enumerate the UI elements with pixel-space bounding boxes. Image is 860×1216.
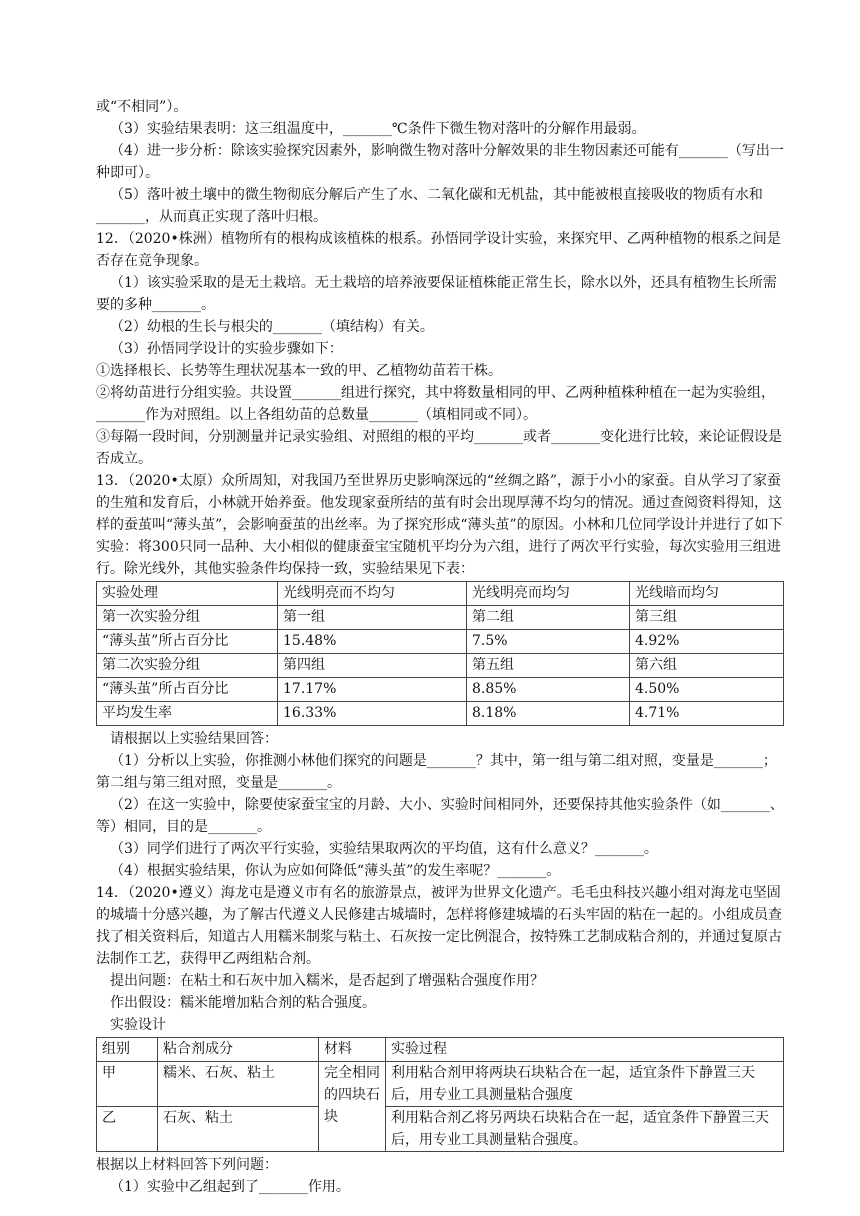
table-cell: 糯米、石灰、粘土	[158, 1062, 319, 1107]
question-13-item: 请根据以上实验结果回答：	[110, 731, 278, 747]
table-cell: 石灰、粘土	[158, 1107, 319, 1152]
table-cell: “薄头茧”所占百分比	[97, 630, 278, 654]
table-header-cell: 粘合剂成分	[158, 1038, 319, 1062]
table-cell: 光线暗而均匀	[630, 582, 784, 606]
table-header-cell: 材料	[319, 1038, 386, 1062]
table-cell: 利用粘合剂甲将两块石块粘合在一起，适宜条件下静置三天后，用专业工具测量粘合强度	[386, 1062, 784, 1107]
question-13-item: （1）分析以上实验，你推测小林他们探究的问题是_______？其中，第一组与第二组对照，变量是_______；第二组与第三组对照，变量是_______。	[96, 753, 777, 791]
adhesive-experiment-table	[96, 1037, 784, 1152]
table-cell: 8.85%	[467, 678, 630, 702]
table-row	[97, 1107, 784, 1152]
table-row	[97, 582, 784, 606]
question-13-item: （3）同学们进行了两次平行实验，实验结果取两次的平均值，这有什么意义？_______。	[110, 841, 658, 857]
table-cell: 实验处理	[97, 582, 278, 606]
question-13-item: （2）在这一实验中，除要使家蚕宝宝的月龄、大小、实验时间相同外，还要保持其他实验条件（如_______、等）相同，目的是_______。	[96, 797, 784, 835]
table-cell: 第一组	[278, 606, 467, 630]
table-cell: 第一次实验分组	[97, 606, 278, 630]
table-row	[97, 606, 784, 630]
question-14-item: （1）实验中乙组起到了_______作用。	[110, 1179, 350, 1195]
table-cell: 15.48%	[278, 630, 467, 654]
question-14-item: 实验设计	[110, 1017, 166, 1033]
question-12-item: ②将幼苗进行分组实验。共设置_______组进行探究，其中将数量相同的甲、乙两种植株种植在一起为实验组，_______作为对照组。以上各组幼苗的总数量_______（填相同或不同）。	[96, 385, 775, 423]
text-line: （3）实验结果表明：这三组温度中，_______℃条件下微生物对落叶的分解作用最弱。	[110, 121, 646, 137]
question-13-head: 13．（2020•太原）众所周知，对我国乃至世界历史影响深远的“丝绸之路”，源于小小的家蚕。自从学习了家蚕的生殖和发育后，小林就开始养蚕。他发现家蚕所结的茧有时会出现厚薄不均匀的情况。通过查阅资料得知，这样的蚕茧叫“薄头茧”，会影响蚕茧的出丝率。为了探究形成“薄头茧”的原因。小林和几位同学设计并进行了如下实验：将300只同一品种、大小相似的健康蚕宝宝随机平均分为六组，进行了两次平行实验，每次实验用三组进行。除光线外，其他实验条件均保持一致，实验结果见下表：	[96, 473, 783, 577]
table-cell: 平均发生率	[97, 702, 278, 726]
table-header-cell: 实验过程	[386, 1038, 784, 1062]
table-cell: 第二组	[467, 606, 630, 630]
table-cell: 第三组	[630, 606, 784, 630]
table-cell: 乙	[97, 1107, 158, 1152]
question-12-item: （3）孙悟同学设计的实验步骤如下：	[110, 341, 343, 357]
table-row	[97, 702, 784, 726]
table-cell: 光线明亮而均匀	[467, 582, 630, 606]
table-cell: 4.50%	[630, 678, 784, 702]
question-12-item: ③每隔一段时间，分别测量并记录实验组、对照组的根的平均_______或者_______变化进行比较，来论证假设是否成立。	[96, 429, 782, 467]
table-header-cell: 组别	[97, 1038, 158, 1062]
question-12-item: ①选择根长、长势等生理状况基本一致的甲、乙植物幼苗若干株。	[96, 363, 502, 379]
table-row	[97, 1062, 784, 1107]
question-14-item: 作出假设：糯米能增加粘合剂的粘合强度。	[110, 995, 376, 1011]
text-line: （5）落叶被土壤中的微生物彻底分解后产生了水、二氧化碳和无机盐，其中能被根直接吸收的物质有水和_______，从而真正实现了落叶归根。	[96, 187, 763, 225]
text-line: 或“不相同”）。	[96, 99, 188, 115]
table-cell: 第五组	[467, 654, 630, 678]
table-row	[97, 678, 784, 702]
silkworm-results-table	[96, 581, 784, 726]
question-13-item: （4）根据实验结果，你认为应如何降低“薄头茧”的发生率呢？_______。	[110, 863, 561, 879]
table-cell: 第二次实验分组	[97, 654, 278, 678]
question-12-item: （1）该实验采取的是无土栽培。无土栽培的培养液要保证植株能正常生长，除水以外，还具有植物生长所需要的多种_______。	[96, 275, 777, 313]
table-cell: 第四组	[278, 654, 467, 678]
table-row	[97, 654, 784, 678]
question-12-item: （2）幼根的生长与根尖的_______（填结构）有关。	[110, 319, 434, 335]
table-cell: 4.71%	[630, 702, 784, 726]
question-14-head: 14．（2020•遵义）海龙屯是遵义市有名的旅游景点，被评为世界文化遗产。毛毛虫科技兴趣小组对海龙屯坚固的城墙十分感兴趣，为了解古代遵义人民修建古城墙时，怎样将修建城墙的石头牢固的粘在一起的。小组成员查找了相关资料后，知道古人用糯米制浆与粘土、石灰按一定比例混合，按特殊工艺制成粘合剂的，并通过复原古法制作工艺，获得甲乙两组粘合剂。	[96, 885, 782, 967]
table-cell: 光线明亮而不均匀	[278, 582, 467, 606]
table-cell: 利用粘合剂乙将另两块石块粘合在一起，适宜条件下静置三天后，用专业工具测量粘合强度。	[386, 1107, 784, 1152]
table-cell: 甲	[97, 1062, 158, 1107]
table-cell: 8.18%	[467, 702, 630, 726]
question-14-item: 提出问题：在粘土和石灰中加入糯米，是否起到了增强粘合强度作用？	[110, 973, 544, 989]
table-cell: 17.17%	[278, 678, 467, 702]
table-cell: 第六组	[630, 654, 784, 678]
document-page	[96, 96, 786, 1198]
table-cell: 完全相同的四块石块	[319, 1062, 386, 1152]
table-cell: “薄头茧”所占百分比	[97, 678, 278, 702]
table-cell: 16.33%	[278, 702, 467, 726]
table-cell: 4.92%	[630, 630, 784, 654]
text-line: （4）进一步分析：除该实验探究因素外，影响微生物对落叶分解效果的非生物因素还可能有_______（写出一种即可）。	[96, 143, 784, 181]
table-row	[97, 630, 784, 654]
table-cell: 7.5%	[467, 630, 630, 654]
table-row	[97, 1038, 784, 1062]
question-12-head: 12．（2020•株洲）植物所有的根构成该植株的根系。孙悟同学设计实验，来探究甲、乙两种植物的根系之间是否存在竞争现象。	[96, 231, 781, 269]
question-14-item: 根据以上材料回答下列问题：	[96, 1157, 278, 1173]
